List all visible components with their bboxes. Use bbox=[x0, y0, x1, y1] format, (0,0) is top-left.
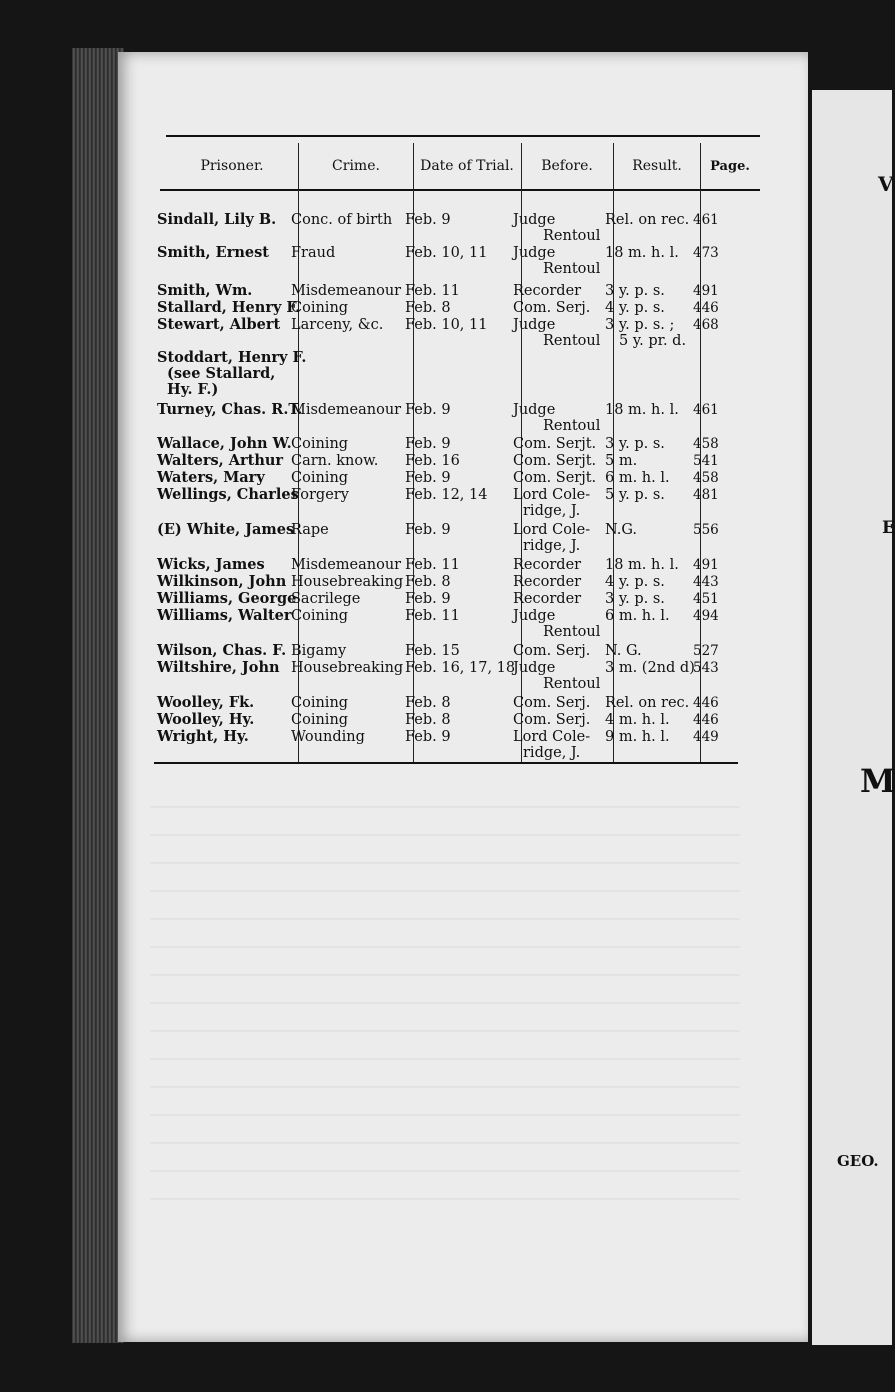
before-cell: Com. Serjt. bbox=[513, 436, 597, 452]
date-cell: Feb. 10, 11 bbox=[405, 317, 488, 333]
result-cell: 3 y. p. s. bbox=[605, 591, 665, 607]
prisoner-cell: Walters, Arthur bbox=[157, 452, 284, 469]
crime-cell: Coining bbox=[291, 695, 349, 711]
page-cell: 458 bbox=[693, 470, 719, 486]
result-cell: 5 y. p. s. bbox=[605, 487, 665, 503]
date-cell: Feb. 11 bbox=[405, 557, 460, 573]
page-cell: 556 bbox=[693, 522, 719, 538]
before-cell: Recorder bbox=[513, 591, 582, 607]
before-cell: Com. Serj. bbox=[513, 712, 591, 728]
facing-page-char-2: E bbox=[882, 518, 895, 538]
date-cell: Feb. 15 bbox=[405, 643, 460, 659]
page-cell: 468 bbox=[693, 317, 719, 333]
crime-cell: Coining bbox=[291, 300, 349, 316]
table-row bbox=[150, 350, 730, 402]
facing-page-char-4: GEO. bbox=[837, 1152, 879, 1170]
prisoner-cell: Smith, Ernest bbox=[157, 244, 269, 261]
table-row bbox=[150, 317, 730, 349]
table-bottom-rule bbox=[154, 762, 738, 764]
prisoner-cell: Wicks, James bbox=[157, 556, 265, 573]
crime-cell: Housebreaking bbox=[291, 574, 404, 590]
date-cell: Feb. 11 bbox=[405, 608, 460, 624]
result-cell: N.G. bbox=[605, 522, 638, 538]
prisoner-cell: Stallard, Henry F. bbox=[157, 299, 301, 316]
result-cell: 5 m. bbox=[605, 453, 638, 469]
crime-cell: Sacrilege bbox=[291, 591, 361, 607]
result-cell: 4 y. p. s. bbox=[605, 574, 665, 590]
header-crime: Crime. bbox=[332, 157, 380, 174]
prisoner-cell: Williams, George bbox=[157, 590, 297, 607]
date-cell: Feb. 12, 14 bbox=[405, 487, 488, 503]
date-cell: Feb. 9 bbox=[405, 591, 451, 607]
page-cell: 527 bbox=[693, 643, 719, 659]
crime-cell: Larceny, &c. bbox=[291, 317, 384, 333]
date-cell: Feb. 8 bbox=[405, 300, 451, 316]
prisoner-cell: Wellings, Charles bbox=[157, 486, 299, 503]
table-row bbox=[150, 522, 730, 554]
page-cell: 458 bbox=[693, 436, 719, 452]
prisoner-cell: Woolley, Fk. bbox=[157, 694, 255, 711]
result-cell: 3 y. p. s. bbox=[605, 436, 665, 452]
page-cell: 541 bbox=[693, 453, 719, 469]
date-cell: Feb. 10, 11 bbox=[405, 245, 488, 261]
date-cell: Feb. 16, 17, 18 bbox=[405, 660, 516, 676]
date-cell: Feb. 8 bbox=[405, 712, 451, 728]
page-cell: 473 bbox=[693, 245, 719, 261]
date-cell: Feb. 9 bbox=[405, 729, 451, 745]
date-cell: Feb. 8 bbox=[405, 574, 451, 590]
result-cell: 18 m. h. l. bbox=[605, 245, 679, 261]
header-page: Page. bbox=[710, 158, 750, 174]
page-cell: 491 bbox=[693, 557, 719, 573]
crime-cell: Coining bbox=[291, 608, 349, 624]
crime-cell: Misdemeanour bbox=[291, 402, 402, 418]
table-row bbox=[150, 608, 730, 640]
prisoner-cell: Sindall, Lily B. bbox=[157, 211, 277, 228]
page-cell: 461 bbox=[693, 402, 719, 418]
prisoner-cell: Woolley, Hy. bbox=[157, 711, 255, 728]
page-cell: 543 bbox=[693, 660, 719, 676]
page-cell: 446 bbox=[693, 695, 719, 711]
header-date: Date of Trial. bbox=[420, 157, 514, 174]
crime-cell: Coining bbox=[291, 712, 349, 728]
page-cell: 494 bbox=[693, 608, 719, 624]
crime-cell: Misdemeanour bbox=[291, 283, 402, 299]
table-row bbox=[150, 212, 730, 244]
before-cell: Judge Rentoul bbox=[513, 608, 601, 640]
prisoner-cell: (E) White, James bbox=[157, 521, 295, 538]
date-cell: Feb. 9 bbox=[405, 402, 451, 418]
crime-cell: Carn. know. bbox=[291, 453, 379, 469]
before-cell: Com. Serj. bbox=[513, 695, 591, 711]
page-cell: 449 bbox=[693, 729, 719, 745]
before-cell: Lord Cole- ridge, J. bbox=[513, 729, 591, 761]
crime-cell: Coining bbox=[291, 436, 349, 452]
date-cell: Feb. 9 bbox=[405, 212, 451, 228]
result-cell: 4 y. p. s. bbox=[605, 300, 665, 316]
crime-cell: Fraud bbox=[291, 245, 336, 261]
result-cell: 3 m. (2nd d) bbox=[605, 660, 695, 676]
date-cell: Feb. 16 bbox=[405, 453, 460, 469]
crime-cell: Misdemeanour bbox=[291, 557, 402, 573]
table-row bbox=[150, 245, 730, 277]
crime-cell: Forgery bbox=[291, 487, 349, 503]
date-cell: Feb. 8 bbox=[405, 695, 451, 711]
before-cell: Com. Serj. bbox=[513, 300, 591, 316]
prisoner-cell: Wilkinson, John bbox=[157, 573, 287, 590]
result-cell: 9 m. h. l. bbox=[605, 729, 670, 745]
page-cell: 443 bbox=[693, 574, 719, 590]
crime-cell: Coining bbox=[291, 470, 349, 486]
prisoner-cell: Wilson, Chas. F. bbox=[157, 642, 287, 659]
result-cell: 4 m. h. l. bbox=[605, 712, 670, 728]
table-row bbox=[150, 660, 730, 692]
result-cell: Rel. on rec. bbox=[605, 212, 690, 228]
prisoner-cell: Smith, Wm. bbox=[157, 282, 253, 299]
page-cell: 461 bbox=[693, 212, 719, 228]
before-cell: Recorder bbox=[513, 283, 582, 299]
result-cell: 3 y. p. s. bbox=[605, 283, 665, 299]
date-cell: Feb. 9 bbox=[405, 436, 451, 452]
before-cell: Judge Rentoul bbox=[513, 245, 601, 277]
facing-page-char-3: M bbox=[860, 762, 895, 800]
result-cell: 18 m. h. l. bbox=[605, 402, 679, 418]
result-cell: 18 m. h. l. bbox=[605, 557, 679, 573]
header-before: Before. bbox=[541, 157, 593, 174]
page-cell: 481 bbox=[693, 487, 719, 503]
crime-cell: Wounding bbox=[291, 729, 365, 745]
table-row bbox=[150, 487, 730, 519]
page-cell: 451 bbox=[693, 591, 719, 607]
prisoner-cell: Turney, Chas. R.T. bbox=[157, 401, 303, 418]
before-cell: Lord Cole- ridge, J. bbox=[513, 522, 591, 554]
before-cell: Lord Cole- ridge, J. bbox=[513, 487, 591, 519]
before-cell: Judge Rentoul bbox=[513, 212, 601, 244]
page-cell: 446 bbox=[693, 300, 719, 316]
before-cell: Judge Rentoul bbox=[513, 317, 601, 349]
prisoner-cell: Stoddart, Henry F. (see Stallard, Hy. F.) bbox=[157, 349, 307, 398]
before-cell: Com. Serj. bbox=[513, 643, 591, 659]
prisoner-cell: Williams, Walter bbox=[157, 607, 292, 624]
prisoner-cell: Stewart, Albert bbox=[157, 316, 281, 333]
before-cell: Com. Serjt. bbox=[513, 470, 597, 486]
page-cell: 491 bbox=[693, 283, 719, 299]
crime-cell: Conc. of birth bbox=[291, 212, 393, 228]
facing-page-char-1: V bbox=[878, 172, 894, 196]
prisoner-cell: Wright, Hy. bbox=[157, 728, 249, 745]
header-prisoner: Prisoner. bbox=[200, 157, 264, 174]
before-cell: Com. Serjt. bbox=[513, 453, 597, 469]
result-cell: 3 y. p. s. ; 5 y. pr. d. bbox=[605, 317, 687, 349]
result-cell: 6 m. h. l. bbox=[605, 608, 670, 624]
result-cell: N. G. bbox=[605, 643, 642, 659]
date-cell: Feb. 9 bbox=[405, 470, 451, 486]
before-cell: Recorder bbox=[513, 557, 582, 573]
result-cell: Rel. on rec. bbox=[605, 695, 690, 711]
header-result: Result. bbox=[632, 157, 682, 174]
table-row bbox=[150, 402, 730, 434]
date-cell: Feb. 11 bbox=[405, 283, 460, 299]
crime-cell: Housebreaking bbox=[291, 660, 404, 676]
before-cell: Recorder bbox=[513, 574, 582, 590]
prisoner-cell: Wiltshire, John bbox=[157, 659, 280, 676]
before-cell: Judge Rentoul bbox=[513, 402, 601, 434]
crime-cell: Bigamy bbox=[291, 643, 347, 659]
table-row bbox=[150, 729, 730, 761]
prisoner-cell: Wallace, John W. bbox=[157, 435, 292, 452]
result-cell: 6 m. h. l. bbox=[605, 470, 670, 486]
page-cell: 446 bbox=[693, 712, 719, 728]
crime-cell: Rape bbox=[291, 522, 329, 538]
prisoner-cell: Waters, Mary bbox=[157, 469, 265, 486]
before-cell: Judge Rentoul bbox=[513, 660, 601, 692]
date-cell: Feb. 9 bbox=[405, 522, 451, 538]
